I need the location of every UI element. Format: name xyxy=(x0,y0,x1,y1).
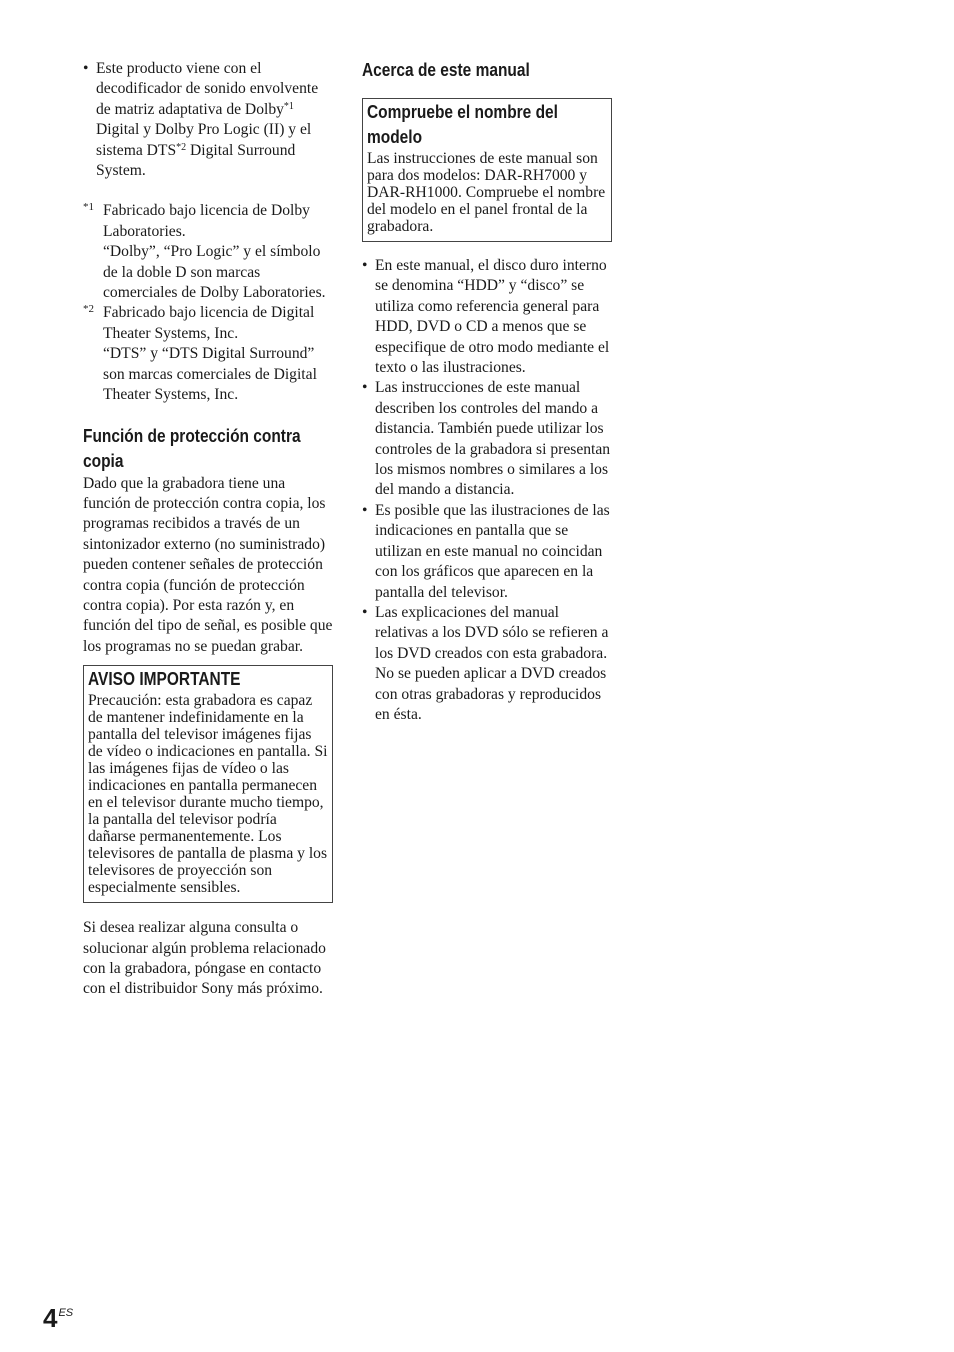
footnote-mark: *1 xyxy=(83,201,94,214)
page-language-suffix: ES xyxy=(58,1307,74,1319)
footnote-line: “DTS” y “DTS Digital Surround” son marcas comerciales de Digital Theater Systems, Inc. xyxy=(103,345,317,404)
manual-bullet-4: • Las explicaciones del manual relativas a los DVD sólo se refieren a los DVD creados con esta grabadora. No se pueden aplicar a DVD creados con otras grabadoras y reproducidos en ésta. xyxy=(362,603,612,725)
page-number-digit: 4 xyxy=(43,1303,58,1333)
footnote-2 xyxy=(83,303,333,405)
right-column xyxy=(362,58,612,725)
manual-bullet-2: • Las instrucciones de este manual describen los controles del mando a distancia. También puede utilizar los controles de la grabadora si presentan los mismos nombres o similares a los del mando a distancia. xyxy=(362,378,612,500)
heading-line: copia xyxy=(83,450,124,471)
notice-title: AVISO IMPORTANTE xyxy=(88,669,241,690)
footnote-line: Fabricado bajo licencia de Digital Theater Systems, Inc. xyxy=(103,304,315,342)
footnote-ref-2: *2 xyxy=(176,141,187,153)
contact-paragraph: Si desea realizar alguna consulta o solucionar algún problema relacionado con la grabadora, póngase en contacto con el distribuidor Sony más próximo. xyxy=(83,919,326,998)
model-box-title xyxy=(367,100,573,150)
footnote-mark: *2 xyxy=(83,303,94,316)
model-box-body: Las instrucciones de este manual son para dos modelos: DAR-RH7000 y DAR-RH1000. Compruebe el nombre del modelo en el panel frontal de la grabadora. xyxy=(367,150,606,235)
copy-protection-heading xyxy=(83,424,301,474)
notice-body: Precaución: esta grabadora es capaz de mantener indefinidamente en la pantalla del televisor imágenes fijas de vídeo o indicaciones en pantalla. Si las imágenes fijas de vídeo o las indicaciones en pantalla permanecen en el televisor durante mucho tiempo, la pantalla del televisor podría dañarse permanentemente. Los televisores de pantalla de plasma y los televisores de proyección son especialmente sensibles. xyxy=(88,692,328,897)
heading-line: Función de protección contra xyxy=(83,425,301,446)
heading-line: Compruebe el nombre del xyxy=(367,102,558,122)
intro-text-1: Este producto viene con el decodificador de sonido envolvente de matriz adaptativa de Dolby xyxy=(96,60,319,118)
footnote-line: Fabricado bajo licencia de Dolby Laboratories. xyxy=(103,202,310,240)
intro-text-3: Digital Surround System. xyxy=(96,141,296,180)
footnote-1 xyxy=(83,201,333,303)
page-number xyxy=(43,1298,73,1333)
manual-bullet-3: • Es posible que las ilustraciones de las indicaciones en pantalla que se utilizan en este manual no coincidan con los gráficos que aparecen en la pantalla del televisor. xyxy=(362,501,612,603)
intro-text-2: Digital y Dolby Pro Logic (II) y el sistema DTS xyxy=(96,121,312,159)
about-manual-heading: Acerca de este manual xyxy=(362,60,530,80)
intro-bullet xyxy=(83,59,333,181)
copy-protection-body: Dado que la grabadora tiene una función de protección contra copia, los programas recibidos a través de un sintonizador externo (no suministrado) pueden contener señales de protección contra copia (función de protección contra copia). Por esta razón y, en función del tipo de señal, es posible que los programas no se puedan grabar. xyxy=(83,474,333,655)
footnote-ref-1: *1 xyxy=(283,100,294,112)
important-notice-box xyxy=(83,665,333,903)
model-check-box xyxy=(362,98,612,242)
manual-bullet-1: • En este manual, el disco duro interno se denomina “HDD” y “disco” se utiliza como referencia general para HDD, DVD o CD a menos que se especifique de otro modo mediante el texto o las ilustraciones. xyxy=(362,256,612,378)
left-column xyxy=(83,59,333,1000)
footnote-line: “Dolby”, “Pro Logic” y el símbolo de la doble D son marcas comerciales de Dolby Laboratories. xyxy=(103,243,326,302)
heading-line: modelo xyxy=(367,127,423,147)
